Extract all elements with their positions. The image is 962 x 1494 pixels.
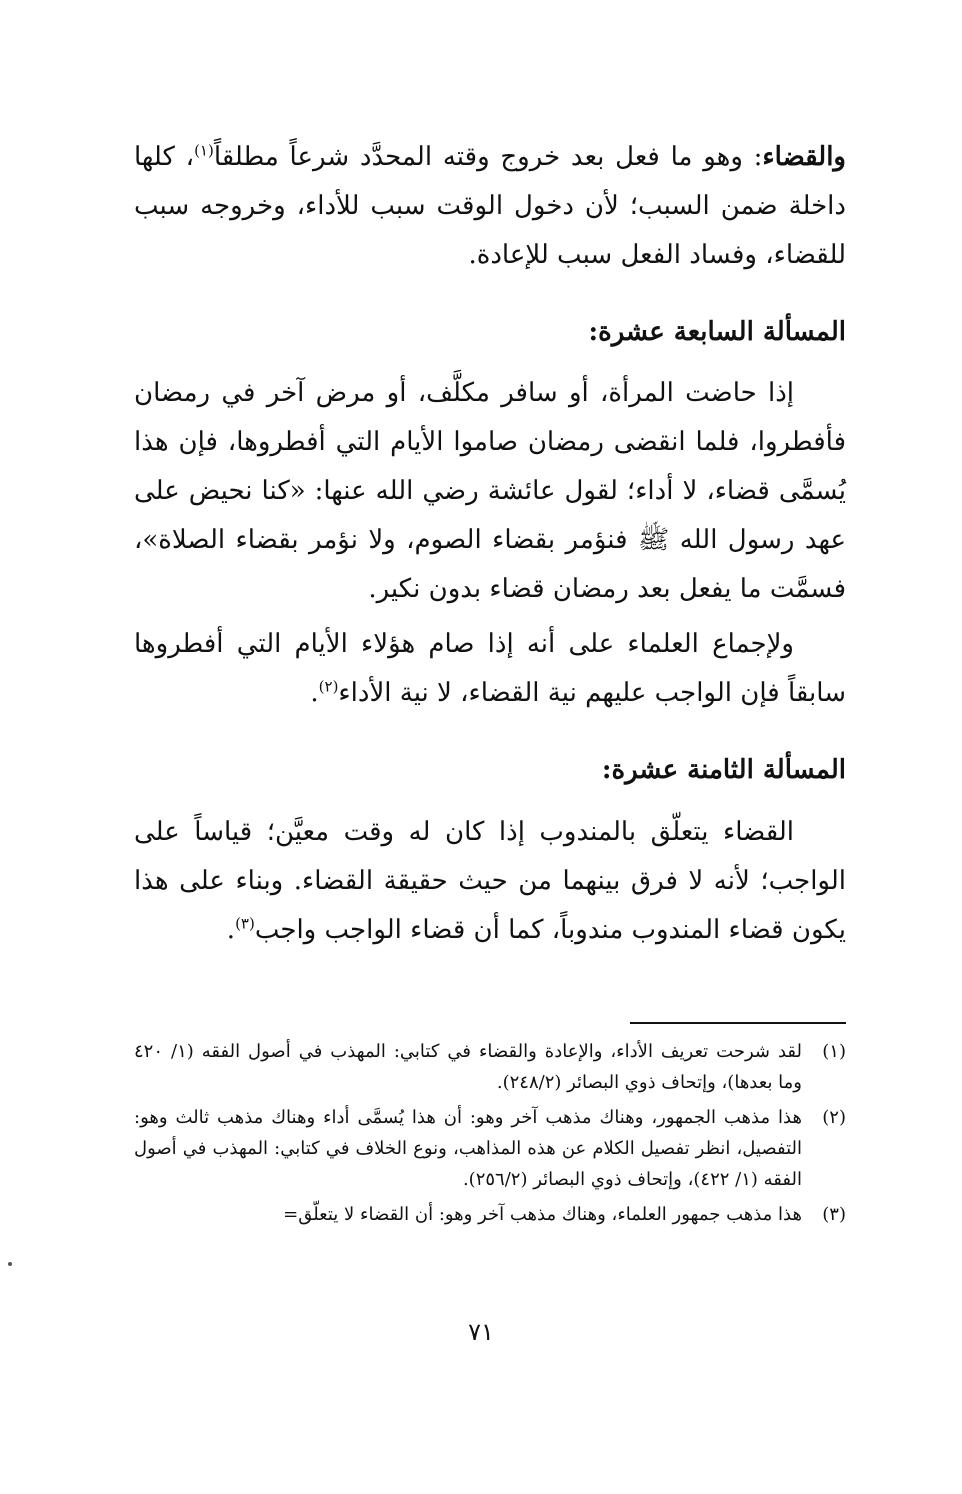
heading-eighteenth-issue: المسألة الثامنة عشرة:	[601, 755, 846, 785]
paragraph-ijma	[134, 620, 846, 718]
footnotes-section	[134, 1036, 846, 1234]
scan-speck	[8, 1262, 12, 1266]
page-number: ٧١	[468, 1318, 494, 1346]
heading-seventeenth-issue: المسألة السابعة عشرة:	[588, 317, 846, 347]
paragraph-qadaa-definition	[134, 133, 846, 280]
paragraph-text: : وهو ما فعل بعد خروج وقته المحدَّد شرعاً مطلقاً	[213, 142, 763, 172]
footnote-number: (١)	[822, 1041, 846, 1062]
footnote-text: هذا مذهب الجمهور، وهناك مذهب آخر وهو: أن هذا يُسمَّى أداء وهناك مذهب ثالث وهو: التفصيل، انظر تفصيل الكلام عن هذه المذاهب، ونوع الخلاف في كتابي: المهذب في أصول الفقه (١/ ٤٢٢)، وإتحاف ذوي البصائر (٢٥٦/٢).	[134, 1107, 802, 1190]
footnote-item	[134, 1036, 846, 1098]
paragraph-text-tail: .	[226, 915, 236, 945]
term-qadaa: والقضاء	[762, 142, 846, 172]
footnote-marker-2[interactable]: (٢)	[318, 677, 339, 696]
paragraph-issue-17-body	[134, 369, 846, 614]
paragraph-issue-18-body	[134, 808, 846, 955]
paragraph-text: ولإجماع العلماء على أنه إذا صام هؤلاء الأيام التي أفطروها سابقاً فإن الواجب عليهم نية القضاء، لا نية الأداء	[134, 629, 846, 708]
footnote-number: (٣)	[822, 1204, 846, 1225]
footnote-item	[134, 1199, 846, 1230]
footnote-text: هذا مذهب جمهور العلماء، وهناك مذهب آخر وهو: أن القضاء لا يتعلّق=	[283, 1204, 802, 1225]
footnote-text: لقد شرحت تعريف الأداء، والإعادة والقضاء في كتابي: المهذب في أصول الفقه (١/ ٤٢٠ وما بعدها)، وإتحاف ذوي البصائر (٢٤٨/٢).	[134, 1041, 802, 1093]
paragraph-text-tail: ، كلها داخلة ضمن السبب؛ لأن دخول الوقت سبب للأداء، وخروجه سبب للقضاء، وفساد الفعل سبب للإعادة.	[134, 142, 846, 270]
footnote-marker-3[interactable]: (٣)	[235, 914, 255, 933]
footnote-marker-1[interactable]: (١)	[194, 141, 214, 160]
paragraph-text: القضاء يتعلّق بالمندوب إذا كان له وقت معيَّن؛ قياساً على الواجب؛ لأنه لا فرق بينهما من حيث حقيقة القضاء. وبناء على هذا يكون قضاء المندوب مندوباً، كما أن قضاء الواجب واجب	[134, 817, 847, 945]
footnote-separator	[630, 1022, 846, 1024]
paragraph-text: إذا حاضت المرأة، أو سافر مكلَّف، أو مرض آخر في رمضان فأفطروا، فلما انقضى رمضان صاموا الأيام التي أفطروها، فإن هذا يُسمَّى قضاء، لا أداء؛ لقول عائشة رضي الله عنها: «كنا نحيض على عهد رسول الله ﷺ فنؤمر بقضاء الصوم، ولا نؤمر بقضاء الصلاة»، فسمَّت ما يفعل بعد رمضان قضاء بدون نكير.	[134, 378, 846, 604]
paragraph-text-tail: .	[310, 678, 319, 708]
footnote-number: (٢)	[822, 1107, 846, 1128]
footnote-item	[134, 1102, 846, 1195]
